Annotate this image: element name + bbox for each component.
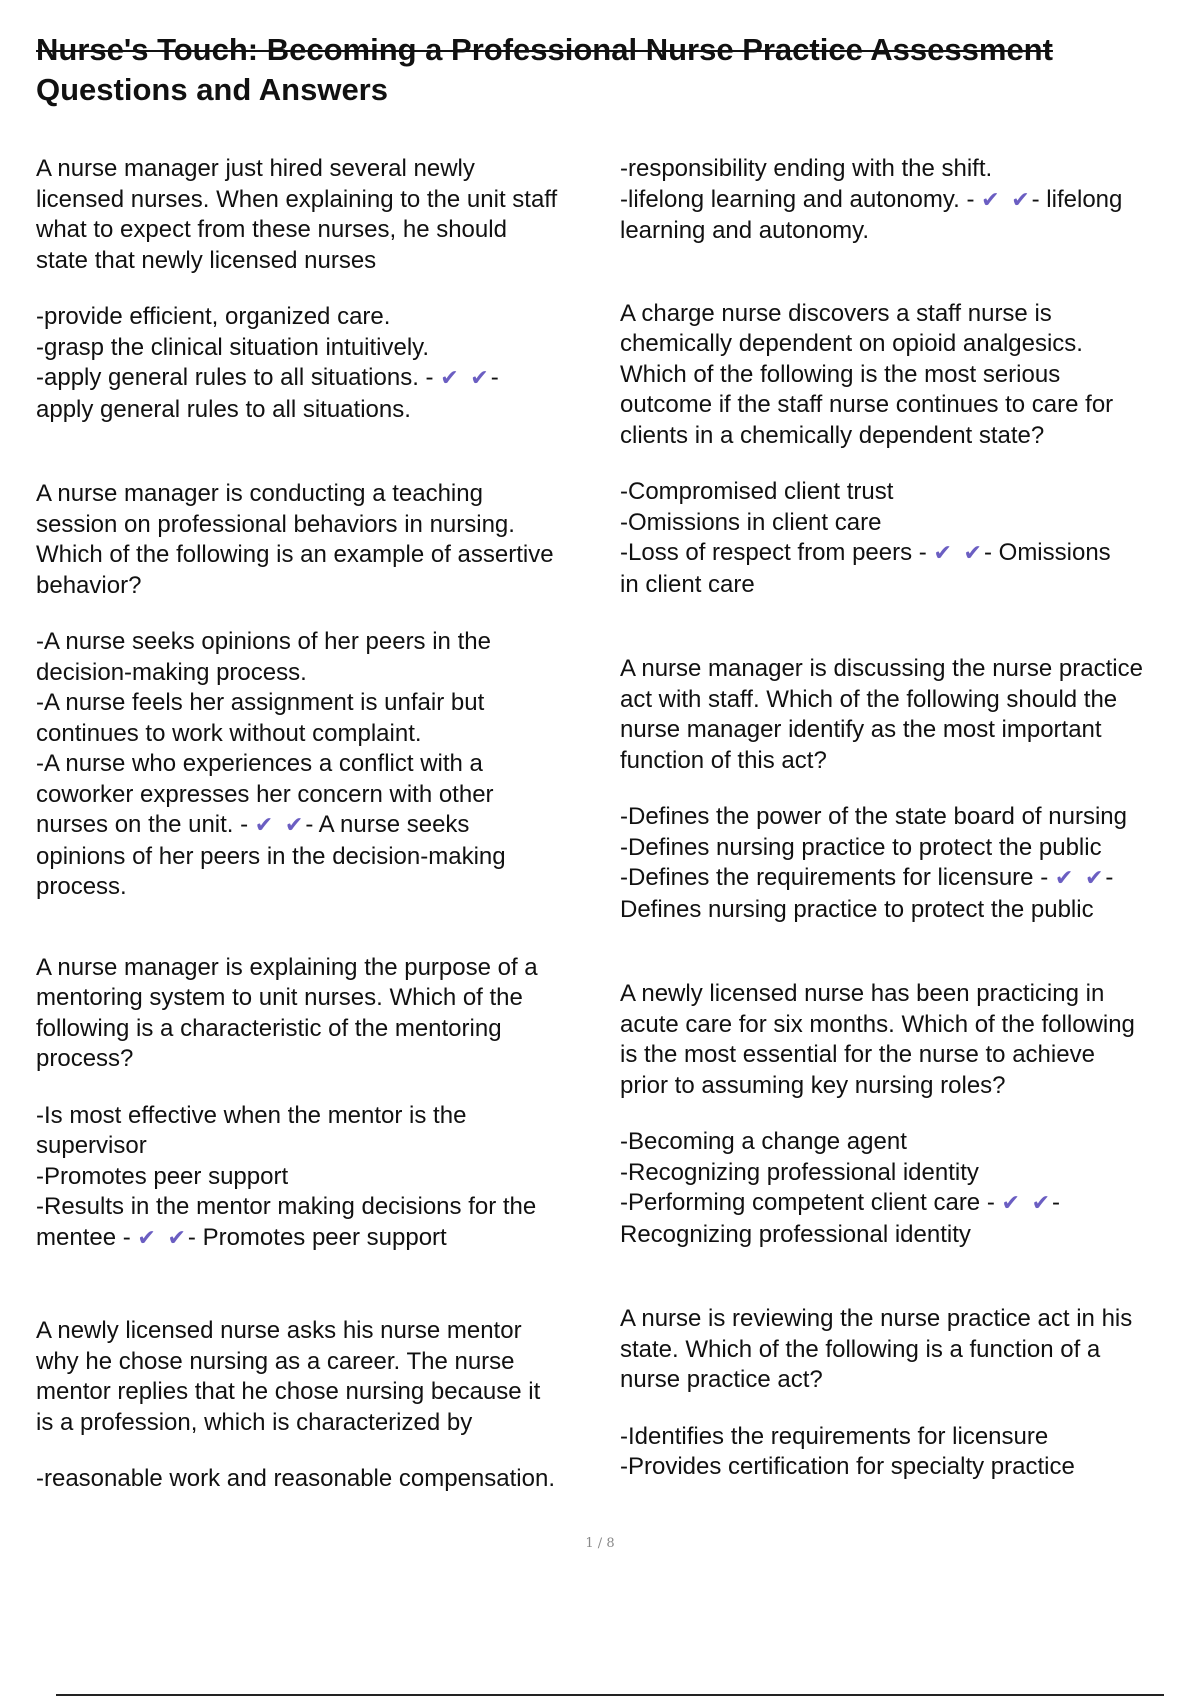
- answer-block-5: [620, 477, 1190, 600]
- option-line: -A nurse who experiences a conflict with a: [36, 750, 483, 777]
- answer-line: Recognizing professional identity: [620, 1220, 971, 1248]
- question-text-line: A nurse is reviewing the nurse practice act in his: [620, 1305, 1133, 1332]
- question-text-line: state that newly licensed nurses: [36, 246, 377, 274]
- question-text-line: mentoring system to unit nurses. Which of the: [36, 984, 523, 1011]
- answer-line: apply general rules to all situations.: [36, 395, 411, 423]
- title-line-1: Nurse's Touch: Becoming a Professional Nurse Practice Assessment: [36, 32, 1053, 67]
- question-2: [36, 479, 616, 601]
- answer-line: opinions of her peers in the decision-making: [36, 842, 506, 870]
- answer-text: - Omissions: [983, 539, 1111, 566]
- answer-block-8: [620, 1422, 1190, 1483]
- option-line: coworker expresses her concern with other: [36, 780, 494, 808]
- question-text-line: nurse practice act?: [620, 1366, 823, 1393]
- answer-block-1: [36, 302, 616, 425]
- answer-block-4-continued: [620, 154, 1190, 247]
- option-line: continues to work without complaint.: [36, 719, 422, 747]
- option-line: [36, 1223, 616, 1255]
- last-option: -Defines the requirements for licensure -: [620, 864, 1055, 891]
- option-line: decision-making process.: [36, 658, 307, 686]
- option-line: [36, 363, 616, 395]
- question-text-line: A nurse manager is explaining the purpose of a: [36, 953, 538, 981]
- answer-text: - lifelong: [1031, 185, 1123, 213]
- last-option: -Performing competent client care -: [620, 1189, 1002, 1216]
- answer-line: in client care: [620, 570, 755, 598]
- question-text-line: state. Which of the following is a function of a: [620, 1335, 1101, 1363]
- option-line: -Defines the power of the state board of nursing: [620, 803, 1127, 830]
- question-text-line: prior to assuming key nursing roles?: [620, 1071, 1006, 1099]
- last-option: -apply general rules to all situations. -: [36, 364, 441, 391]
- double-check-icon: ✔ ✔: [933, 541, 984, 566]
- question-text-line: session on professional behaviors in nursing.: [36, 510, 515, 538]
- answer-block-2: [36, 627, 616, 903]
- question-5: [620, 299, 1190, 452]
- option-line: -Recognizing professional identity: [620, 1158, 979, 1186]
- option-line: [620, 1188, 1190, 1220]
- question-text-line: Which of the following is the most serious: [620, 360, 1061, 388]
- answer-text: - A nurse seeks: [305, 811, 470, 838]
- option-line: -provide efficient, organized care.: [36, 303, 391, 330]
- question-1: [36, 154, 616, 276]
- question-text-line: A nurse manager is discussing the nurse practice: [620, 655, 1143, 682]
- option-line: -grasp the clinical situation intuitively.: [36, 333, 430, 361]
- double-check-icon: ✔ ✔: [137, 1225, 188, 1251]
- left-column: [36, 154, 616, 1495]
- answer-line: Defines nursing practice to protect the public: [620, 895, 1094, 923]
- question-text-line: process?: [36, 1045, 134, 1072]
- question-text-line: acute care for six months. Which of the following: [620, 1010, 1135, 1038]
- double-check-icon: ✔ ✔: [1001, 1191, 1053, 1216]
- last-option: -Loss of respect from peers -: [620, 539, 934, 566]
- question-text-line: licensed nurses. When explaining to the unit staff: [36, 185, 558, 213]
- option-line: -Identifies the requirements for licensure: [620, 1422, 1049, 1450]
- last-option: -lifelong learning and autonomy. -: [620, 185, 982, 213]
- option-line: -Defines nursing practice to protect the public: [620, 833, 1102, 861]
- question-7: [620, 979, 1190, 1101]
- option-line: [620, 185, 1190, 217]
- question-text-line: A newly licensed nurse asks his nurse mentor: [36, 1317, 522, 1344]
- answer-block-7: [620, 1127, 1190, 1250]
- question-8: [620, 1304, 1190, 1396]
- question-text-line: chemically dependent on opioid analgesics.: [620, 330, 1083, 357]
- answer-text: -: [490, 364, 499, 391]
- option-line: -A nurse feels her assignment is unfair but: [36, 689, 485, 716]
- option-line: [620, 538, 1190, 570]
- option-line: -Becoming a change agent: [620, 1128, 907, 1155]
- question-text-line: A newly licensed nurse has been practicing in: [620, 980, 1105, 1007]
- question-text-line: why he chose nursing as a career. The nurse: [36, 1347, 515, 1375]
- title-line-2: Questions and Answers: [36, 72, 388, 107]
- option-line: -reasonable work and reasonable compensation.: [36, 1465, 555, 1492]
- question-text-line: act with staff. Which of the following should the: [620, 685, 1118, 713]
- option-line: supervisor: [36, 1132, 147, 1159]
- last-option: mentee -: [36, 1223, 138, 1251]
- question-text-line: nurse manager identify as the most important: [620, 716, 1102, 743]
- answer-line: learning and autonomy.: [620, 217, 870, 244]
- answer-text: -: [1105, 864, 1114, 891]
- answer-block-6: [620, 802, 1190, 925]
- option-line: [620, 863, 1190, 895]
- answer-text: -: [1052, 1189, 1061, 1216]
- option-line: -Results in the mentor making decisions for the: [36, 1193, 537, 1220]
- option-line: -Is most effective when the mentor is the: [36, 1101, 467, 1129]
- double-check-icon: ✔ ✔: [981, 187, 1032, 213]
- document-title: [36, 30, 1176, 110]
- right-column: [620, 154, 1190, 1483]
- question-text-line: A nurse manager just hired several newly: [36, 155, 475, 182]
- option-line: -Provides certification for specialty practice: [620, 1453, 1075, 1480]
- question-text-line: A charge nurse discovers a staff nurse is: [620, 299, 1052, 327]
- question-3: [36, 953, 616, 1075]
- footer-rule: [56, 1694, 1164, 1696]
- question-text-line: clients in a chemically dependent state?: [620, 421, 1045, 449]
- question-text-line: outcome if the staff nurse continues to care for: [620, 391, 1114, 418]
- answer-block-4: [36, 1464, 616, 1495]
- double-check-icon: ✔ ✔: [254, 813, 306, 838]
- option-line: -Compromised client trust: [620, 478, 894, 505]
- question-text-line: A nurse manager is conducting a teaching: [36, 480, 483, 507]
- double-check-icon: ✔ ✔: [440, 366, 491, 391]
- question-text-line: following is a characteristic of the mentoring: [36, 1014, 502, 1042]
- option-line: -Omissions in client care: [620, 508, 882, 536]
- answer-text: - Promotes peer support: [187, 1223, 447, 1251]
- question-4: [36, 1316, 616, 1438]
- option-line: -Promotes peer support: [36, 1162, 289, 1190]
- question-text-line: is the most essential for the nurse to achieve: [620, 1041, 1095, 1068]
- question-text-line: is a profession, which is characterized by: [36, 1408, 473, 1436]
- question-text-line: what to expect from these nurses, he should: [36, 216, 507, 243]
- answer-line: process.: [36, 873, 127, 900]
- question-text-line: behavior?: [36, 571, 142, 599]
- question-text-line: mentor replies that he chose nursing because it: [36, 1378, 541, 1405]
- page-number: 1 / 8: [585, 1536, 615, 1551]
- question-text-line: Which of the following is an example of assertive: [36, 541, 554, 568]
- option-line: -responsibility ending with the shift.: [620, 155, 993, 182]
- option-line: [36, 810, 616, 842]
- option-line: -A nurse seeks opinions of her peers in the: [36, 628, 491, 655]
- double-check-icon: ✔ ✔: [1054, 866, 1106, 891]
- question-6: [620, 654, 1190, 776]
- question-text-line: function of this act?: [620, 746, 827, 774]
- last-option: nurses on the unit. -: [36, 811, 255, 838]
- answer-block-3: [36, 1101, 616, 1255]
